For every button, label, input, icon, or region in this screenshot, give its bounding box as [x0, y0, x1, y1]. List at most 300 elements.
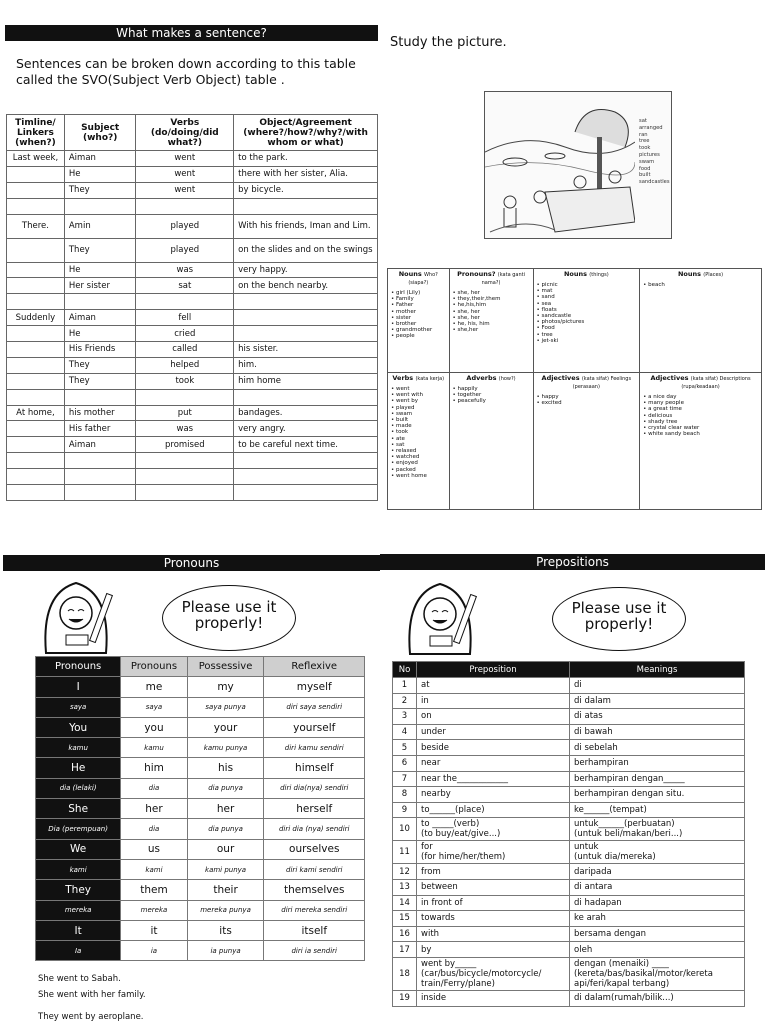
- pronoun-cell: them: [121, 880, 187, 900]
- preposition-cell: 11: [393, 841, 417, 864]
- svo-row: [7, 326, 378, 342]
- preposition-cell: went by_____ (car/bus/bicycle/motorcycle/ train/Ferry/plane): [417, 957, 570, 990]
- pronouns-table: [35, 656, 365, 961]
- svo-cell: very happy.: [234, 262, 378, 278]
- svo-cell: on the bench nearby.: [234, 278, 378, 294]
- word-bank-heading: [537, 375, 637, 391]
- preposition-cell: berhampiran dengan_____: [570, 771, 745, 787]
- word-bank-item: • built: [391, 417, 446, 423]
- word-bank-heading: [453, 271, 530, 287]
- preposition-row: [393, 911, 745, 927]
- pronoun-cell: kami: [121, 859, 187, 879]
- preposition-cell: di: [570, 678, 745, 694]
- preposition-cell: untuk______(perbuatan) (untuk beli/makan/beri...): [570, 818, 745, 841]
- preposition-row: [393, 802, 745, 818]
- pronoun-cell: saya: [36, 697, 121, 717]
- pronoun-cell: ourselves: [264, 839, 365, 859]
- svo-cell: [7, 485, 65, 501]
- preposition-cell: 12: [393, 864, 417, 880]
- word-list-item: sandcastles: [639, 179, 670, 186]
- pronoun-cell: Dia (perempuan): [36, 819, 121, 839]
- word-bank-item: • she, her: [453, 290, 530, 296]
- pronoun-cell: diri dia(nya) sendiri: [264, 778, 365, 798]
- svo-row: [7, 357, 378, 373]
- word-bank-item: • swam: [391, 411, 446, 417]
- preposition-cell: between: [417, 879, 570, 895]
- svo-cell: sat: [136, 278, 234, 294]
- pronoun-row: [36, 819, 365, 839]
- pronoun-cell: diri kami sendiri: [264, 859, 365, 879]
- preposition-cell: 5: [393, 740, 417, 756]
- word-bank-column: [388, 373, 450, 510]
- svo-cell: [7, 182, 65, 198]
- preposition-row: [393, 818, 745, 841]
- svo-cell: They: [64, 182, 136, 198]
- svo-cell: [7, 262, 65, 278]
- pronoun-cell: saya punya: [187, 697, 264, 717]
- pronoun-cell: He: [36, 758, 121, 778]
- svo-intro: Sentences can be broken down according to this table called the SVO(Subject Verb Object) table .: [16, 56, 356, 87]
- beach-picnic-picture: [484, 91, 672, 239]
- svo-cell: [7, 238, 65, 262]
- svo-cell: to be careful next time.: [234, 437, 378, 453]
- svo-cell: him.: [234, 357, 378, 373]
- svo-cell: played: [136, 238, 234, 262]
- svo-cell: bandages.: [234, 405, 378, 421]
- svo-cell: [234, 453, 378, 469]
- word-list-item: pictures: [639, 151, 660, 158]
- word-bank-title: Nouns: [563, 270, 588, 278]
- word-bank-item: • they,their,them: [453, 296, 530, 302]
- word-bank-title: Adverbs: [466, 374, 497, 382]
- svo-cell: took: [136, 373, 234, 389]
- word-bank-list: [643, 282, 758, 288]
- pronoun-cell: mereka punya: [187, 900, 264, 920]
- pronoun-cell: kamu: [121, 738, 187, 758]
- preposition-cell: on: [417, 709, 570, 725]
- svo-cell: on the slides and on the swings: [234, 238, 378, 262]
- word-bank-item: • brother: [391, 321, 446, 327]
- word-bank-subtitle: (kata ganti nama?): [481, 272, 525, 286]
- word-list-item: took: [639, 145, 651, 152]
- svo-cell: very angry.: [234, 421, 378, 437]
- pronoun-cell: kamu: [36, 738, 121, 758]
- svo-row: [7, 238, 378, 262]
- pronoun-row: [36, 920, 365, 940]
- pronoun-cell: her: [187, 799, 264, 819]
- pronoun-cell: ia: [121, 941, 187, 961]
- pronoun-header-cell: Pronouns: [121, 657, 187, 677]
- svo-header-cell: Timline/ Linkers (when?): [7, 115, 65, 151]
- preposition-cell: dengan (menaiki) ____ (kereta/bas/basikal/motor/kereta api/feri/kapal terbang): [570, 957, 745, 990]
- word-bank-list: [391, 290, 446, 340]
- word-bank-item: • floats: [537, 307, 637, 313]
- preposition-cell: di dalam: [570, 693, 745, 709]
- word-bank-item: • went: [391, 386, 446, 392]
- preposition-row: [393, 864, 745, 880]
- pronoun-cell: my: [187, 677, 264, 697]
- svo-cell: helped: [136, 357, 234, 373]
- preposition-cell: near: [417, 755, 570, 771]
- pronoun-cell: itself: [264, 920, 365, 940]
- word-bank-item: • happily: [453, 386, 530, 392]
- preposition-cell: to _____(verb) (to buy/eat/give...): [417, 818, 570, 841]
- pronoun-example-sentence: She went to Sabah.: [38, 974, 121, 984]
- svo-row: [7, 453, 378, 469]
- pronoun-cell: myself: [264, 677, 365, 697]
- preposition-cell: berhampiran dengan situ.: [570, 787, 745, 803]
- preposition-cell: di atas: [570, 709, 745, 725]
- svo-cell: [7, 278, 65, 294]
- preposition-cell: di hadapan: [570, 895, 745, 911]
- word-bank-title: Adjectives: [541, 374, 580, 382]
- prepositions-banner: Prepositions: [380, 554, 765, 570]
- word-bank-subtitle: (how?): [498, 376, 516, 382]
- picture-word-list: [639, 118, 672, 186]
- pronoun-cell: You: [36, 717, 121, 737]
- pronoun-cell: yourself: [264, 717, 365, 737]
- word-bank-column: [533, 269, 640, 373]
- word-bank-heading: [537, 271, 637, 279]
- svo-cell: He: [64, 262, 136, 278]
- preposition-cell: 9: [393, 802, 417, 818]
- word-bank-item: • he, his, him: [453, 321, 530, 327]
- pronoun-cell: kami punya: [187, 859, 264, 879]
- preposition-row: [393, 755, 745, 771]
- pronoun-cell: his: [187, 758, 264, 778]
- pronoun-row: [36, 880, 365, 900]
- svo-cell: called: [136, 342, 234, 358]
- word-bank-item: • played: [391, 405, 446, 411]
- pronoun-cell: diri ia sendiri: [264, 941, 365, 961]
- word-bank-subtitle: (Places): [703, 272, 724, 278]
- word-bank-heading: [643, 375, 758, 391]
- word-bank-item: • tree: [537, 332, 637, 338]
- svo-cell: He: [64, 166, 136, 182]
- preposition-row: [393, 693, 745, 709]
- preposition-cell: 13: [393, 879, 417, 895]
- preposition-cell: 19: [393, 990, 417, 1006]
- preposition-cell: ke______(tempat): [570, 802, 745, 818]
- preposition-row: [393, 926, 745, 942]
- preposition-cell: nearby: [417, 787, 570, 803]
- svo-cell: His father: [64, 421, 136, 437]
- svo-row: [7, 151, 378, 167]
- preposition-cell: 6: [393, 755, 417, 771]
- word-bank-item: • shady tree: [643, 419, 758, 425]
- pronoun-cell: kamu punya: [187, 738, 264, 758]
- preposition-row: [393, 841, 745, 864]
- svo-row: [7, 198, 378, 214]
- pronoun-header-cell: Pronouns: [36, 657, 121, 677]
- svo-cell: [7, 357, 65, 373]
- beach-scene-illustration: [485, 92, 635, 238]
- preposition-cell: oleh: [570, 942, 745, 958]
- word-bank-item: • relaxed: [391, 448, 446, 454]
- word-bank-column: [388, 269, 450, 373]
- pronoun-cell: diri saya sendiri: [264, 697, 365, 717]
- word-bank-list: [453, 386, 530, 405]
- girl-cartoon-left: [36, 573, 116, 657]
- word-bank-heading: [453, 375, 530, 383]
- svo-cell: [234, 389, 378, 405]
- svo-cell: [234, 485, 378, 501]
- svo-row: [7, 342, 378, 358]
- word-bank-heading: [643, 271, 758, 279]
- preposition-cell: di sebelah: [570, 740, 745, 756]
- svo-cell: There.: [7, 214, 65, 238]
- svo-cell: [7, 469, 65, 485]
- preposition-cell: 7: [393, 771, 417, 787]
- word-bank-item: • she,her: [453, 327, 530, 333]
- svo-header-cell: Subject (who?): [64, 115, 136, 151]
- svo-cell: [7, 166, 65, 182]
- pronoun-cell: you: [121, 717, 187, 737]
- word-bank-heading: [391, 271, 446, 287]
- word-bank-item: • jet-ski: [537, 338, 637, 344]
- svo-cell: [234, 326, 378, 342]
- word-bank-item: • she, her: [453, 309, 530, 315]
- word-bank-item: • sea: [537, 301, 637, 307]
- word-bank-item: • Food: [537, 325, 637, 331]
- pronoun-cell: herself: [264, 799, 365, 819]
- svo-cell: [7, 373, 65, 389]
- preposition-header-cell: No: [393, 662, 417, 678]
- preposition-cell: untuk (untuk dia/mereka): [570, 841, 745, 864]
- word-bank-item: • packed: [391, 467, 446, 473]
- word-bank-subtitle: (things): [589, 272, 609, 278]
- girl-with-pencil-icon: [400, 574, 480, 658]
- pronoun-cell: mereka: [36, 900, 121, 920]
- svo-cell: went: [136, 166, 234, 182]
- preposition-cell: daripada: [570, 864, 745, 880]
- svo-cell: They: [64, 373, 136, 389]
- pronoun-row: [36, 758, 365, 778]
- svo-cell: [7, 437, 65, 453]
- svo-cell: Her sister: [64, 278, 136, 294]
- word-bank-subtitle: Who? (siapa?): [408, 272, 438, 286]
- preposition-cell: 10: [393, 818, 417, 841]
- svo-cell: there with her sister, Alia.: [234, 166, 378, 182]
- pronoun-cell: themselves: [264, 880, 365, 900]
- svo-cell: his mother: [64, 405, 136, 421]
- word-bank-item: • mat: [537, 288, 637, 294]
- svo-row: [7, 469, 378, 485]
- svo-cell: They: [64, 238, 136, 262]
- svo-cell: At home,: [7, 405, 65, 421]
- word-bank-item: • watched: [391, 454, 446, 460]
- preposition-cell: in: [417, 693, 570, 709]
- word-bank-list: [391, 386, 446, 479]
- svo-cell: went: [136, 151, 234, 167]
- word-bank-item: • sand: [537, 294, 637, 300]
- pronoun-cell: mereka: [121, 900, 187, 920]
- word-bank-item: • happy: [537, 394, 637, 400]
- pronoun-example-sentence: They went by aeroplane.: [38, 1012, 144, 1022]
- svo-cell: fell: [136, 310, 234, 326]
- preposition-cell: 16: [393, 926, 417, 942]
- word-bank-title: Nouns: [398, 270, 422, 278]
- pronoun-row: [36, 941, 365, 961]
- svo-banner: What makes a sentence?: [5, 25, 378, 41]
- preposition-cell: 17: [393, 942, 417, 958]
- preposition-cell: by: [417, 942, 570, 958]
- prepositions-table: [392, 661, 745, 1007]
- word-bank-item: • sat: [391, 442, 446, 448]
- word-bank-list: [453, 290, 530, 333]
- pronoun-example-sentence: She went with her family.: [38, 990, 146, 1000]
- pronoun-cell: its: [187, 920, 264, 940]
- svo-cell: [7, 342, 65, 358]
- picture-title: Study the picture.: [390, 35, 507, 50]
- svo-cell: [64, 485, 136, 501]
- pronoun-row: [36, 697, 365, 717]
- preposition-cell: to______(place): [417, 802, 570, 818]
- word-bank-column: [449, 269, 533, 373]
- pronoun-header-cell: Reflexive: [264, 657, 365, 677]
- preposition-cell: di dalam(rumah/bilik...): [570, 990, 745, 1006]
- pronoun-row: [36, 799, 365, 819]
- preposition-cell: ke arah: [570, 911, 745, 927]
- word-bank-title: Verbs: [392, 374, 414, 382]
- svo-row: [7, 182, 378, 198]
- pronoun-row: [36, 839, 365, 859]
- svo-row: [7, 389, 378, 405]
- preposition-cell: with: [417, 926, 570, 942]
- svo-cell: Last week,: [7, 151, 65, 167]
- preposition-cell: di antara: [570, 879, 745, 895]
- pronoun-cell: kami: [36, 859, 121, 879]
- pronoun-cell: me: [121, 677, 187, 697]
- preposition-cell: from: [417, 864, 570, 880]
- svo-cell: [64, 294, 136, 310]
- word-bank-item: • he,his,him: [453, 302, 530, 308]
- pronoun-header-cell: Possessive: [187, 657, 264, 677]
- word-bank-title: Nouns: [677, 270, 702, 278]
- word-bank-list: [643, 394, 758, 437]
- prepositions-speech-bubble: Please use it properly!: [552, 587, 686, 651]
- svo-cell: [64, 469, 136, 485]
- word-bank-column: [533, 373, 640, 510]
- svo-cell: They: [64, 357, 136, 373]
- pronoun-cell: ia punya: [187, 941, 264, 961]
- word-bank-item: • she, her: [453, 315, 530, 321]
- pronoun-cell: dia punya: [187, 778, 264, 798]
- preposition-cell: 8: [393, 787, 417, 803]
- svo-cell: He: [64, 326, 136, 342]
- preposition-row: [393, 724, 745, 740]
- svo-row: [7, 294, 378, 310]
- svo-cell: put: [136, 405, 234, 421]
- svo-cell: Aiman: [64, 151, 136, 167]
- word-list-item: food: [639, 165, 651, 172]
- svo-cell: [136, 485, 234, 501]
- svo-cell: played: [136, 214, 234, 238]
- svo-cell: [136, 453, 234, 469]
- preposition-row: [393, 787, 745, 803]
- preposition-header-cell: Meanings: [570, 662, 745, 678]
- svo-cell: [64, 453, 136, 469]
- svo-cell: [7, 421, 65, 437]
- word-bank-item: • delicious: [643, 413, 758, 419]
- preposition-cell: berhampiran: [570, 755, 745, 771]
- preposition-cell: di bawah: [570, 724, 745, 740]
- svo-row: [7, 421, 378, 437]
- preposition-row: [393, 771, 745, 787]
- svo-cell: [64, 389, 136, 405]
- pronoun-cell: her: [121, 799, 187, 819]
- word-bank-column: [640, 373, 762, 510]
- word-bank-item: • took: [391, 429, 446, 435]
- svo-cell: him home: [234, 373, 378, 389]
- word-bank-item: • sandcastle: [537, 313, 637, 319]
- word-bank-item: • went with: [391, 392, 446, 398]
- svo-cell: promised: [136, 437, 234, 453]
- svo-cell: was: [136, 262, 234, 278]
- svo-table: [6, 114, 378, 501]
- word-bank-title: Pronouns?: [457, 270, 496, 278]
- svo-cell: [234, 469, 378, 485]
- pronoun-cell: They: [36, 880, 121, 900]
- pronoun-row: [36, 778, 365, 798]
- word-bank-item: • excited: [537, 400, 637, 406]
- pronoun-cell: I: [36, 677, 121, 697]
- preposition-cell: 14: [393, 895, 417, 911]
- svo-cell: [7, 326, 65, 342]
- word-bank-heading: [391, 375, 446, 383]
- pronoun-cell: dia: [121, 819, 187, 839]
- svo-cell: [136, 469, 234, 485]
- preposition-row: [393, 990, 745, 1006]
- word-list-item: arranged: [639, 124, 663, 131]
- preposition-cell: at: [417, 678, 570, 694]
- svo-cell: Aiman: [64, 437, 136, 453]
- svo-row: [7, 405, 378, 421]
- pronoun-cell: our: [187, 839, 264, 859]
- svo-row: [7, 166, 378, 182]
- word-bank-item: • people: [391, 333, 446, 339]
- preposition-cell: near the____________: [417, 771, 570, 787]
- pronoun-cell: him: [121, 758, 187, 778]
- preposition-row: [393, 678, 745, 694]
- preposition-row: [393, 942, 745, 958]
- pronoun-cell: your: [187, 717, 264, 737]
- preposition-row: [393, 740, 745, 756]
- svo-cell: [7, 198, 65, 214]
- svo-cell: to the park.: [234, 151, 378, 167]
- preposition-cell: 4: [393, 724, 417, 740]
- word-bank-title: Adjectives: [650, 374, 689, 382]
- word-bank-list: [537, 282, 637, 344]
- word-bank-column: [449, 373, 533, 510]
- svo-cell: went: [136, 182, 234, 198]
- word-list-item: swam: [639, 158, 655, 165]
- preposition-cell: 15: [393, 911, 417, 927]
- pronoun-row: [36, 900, 365, 920]
- pronoun-cell: dia (lelaki): [36, 778, 121, 798]
- word-bank-table: [387, 268, 762, 510]
- girl-cartoon-right: [400, 574, 480, 658]
- word-bank-item: • sister: [391, 315, 446, 321]
- pronoun-examples: [38, 971, 146, 1024]
- svo-row: [7, 437, 378, 453]
- svo-cell: [7, 294, 65, 310]
- pronoun-cell: dia: [121, 778, 187, 798]
- word-bank-item: • enjoyed: [391, 460, 446, 466]
- word-bank-list: [537, 394, 637, 406]
- pronoun-cell: diri kamu sendiri: [264, 738, 365, 758]
- svo-header-cell: Object/Agreement (where?/how?/why?/with whom or what): [234, 115, 378, 151]
